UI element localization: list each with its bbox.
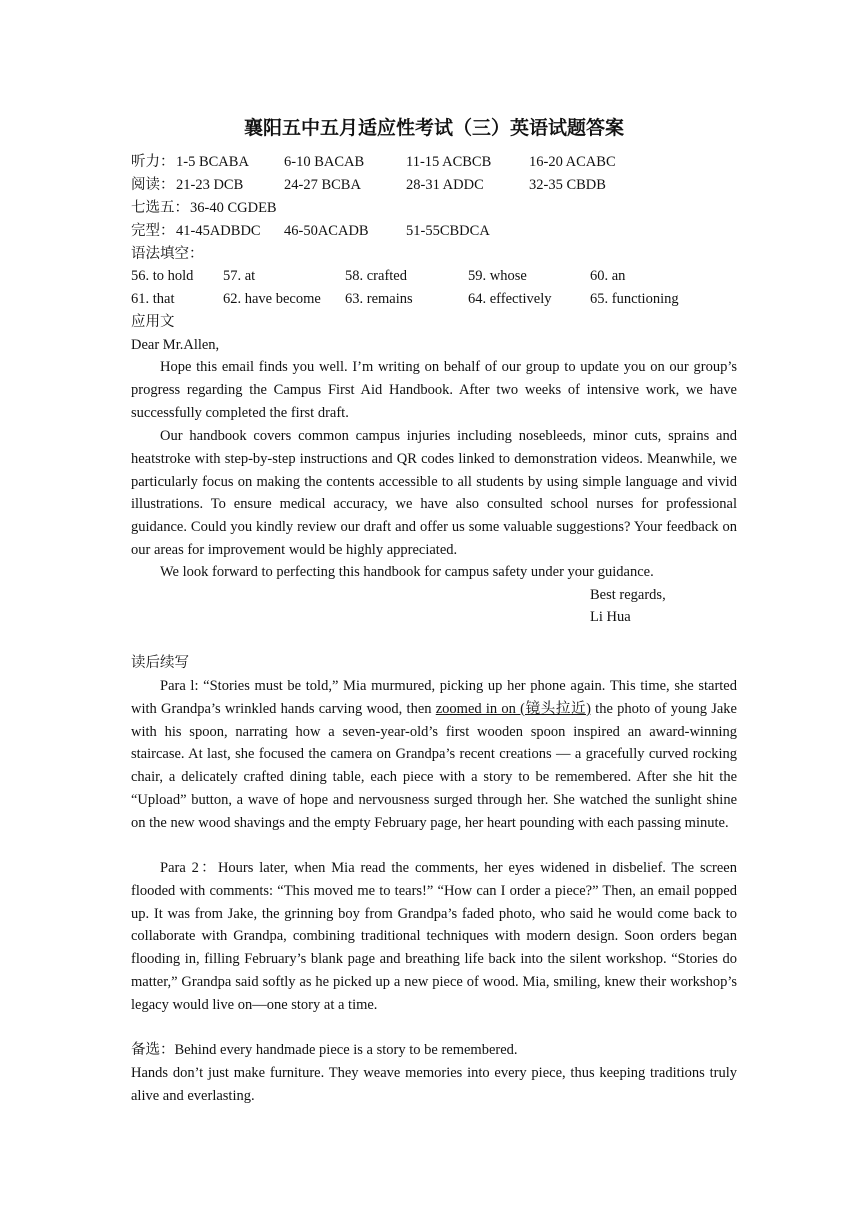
reading-answer: 21-23 DCB (176, 177, 244, 193)
seven-answer: 36-40 CGDEB (190, 200, 277, 216)
letter-paragraph: Our handbook covers common campus injuries including nosebleeds, minor cuts, sprains and heatstroke with step-by-step instructions and QR codes linked to demonstration videos. Meanwhile, we particularly focus on making the contents accessible to all students by using simple language and vivid illustrations. To ensure medical accuracy, we have also consulted school nurses for professional guidance. Could you kindly review our draft and offer us some valuable suggestions? Your feedback on our areas for improvement would be highly appreciated. (131, 428, 737, 558)
cloze-answer: 46-50ACADB (284, 223, 369, 239)
signature: Li Hua (590, 609, 631, 625)
cloze-answer: 41-45ADBDC (176, 223, 261, 239)
grammar-answer: 57. at (223, 268, 256, 284)
cloze-label: 完型： (131, 223, 175, 239)
grammar-answer: 56. to hold (131, 268, 194, 284)
listening-answer: 16-20 ACABC (529, 154, 616, 170)
reading-label: 阅读： (131, 177, 175, 193)
listening-answer: 11-15 ACBCB (406, 154, 492, 170)
grammar-answer: 63. remains (345, 291, 413, 307)
grammar-answer: 62. have become (223, 291, 321, 307)
para1-underlined-phrase: zoomed in on (镜头拉近) (435, 700, 591, 717)
para1-text-a: Para l: “Stories must be told,” Mia murmured, picking up her phone again. This time, she started with Grandpa’s wrinkled hands carving wood, then (131, 678, 737, 717)
alternative-line: 备选：Behind every handmade piece is a story to be remembered. (131, 1042, 518, 1058)
grammar-answer: 58. crafted (345, 268, 407, 284)
grammar-answer: 59. whose (468, 268, 527, 284)
reading-answer: 24-27 BCBA (284, 177, 361, 193)
continuation-paragraph-2: Para 2：Hours later, when Mia read the comments, her eyes widened in disbelief. The screen flooded with comments: “This moved me to tears!” “How can I order a piece?” Then, an email popped up. It was from Jake, the grinning boy from Grandpa’s faded photo, who said he would come back to collaborate with Grandpa, combining traditional techniques with modern design. Soon orders began flooding in, filling February’s blank page and breathing life back into the silent workshop. “Stories do matter,” Grandpa said softly as he picked up a new piece of wood. Mia, smiling, knew their workshop’s legacy would live on—one story at a time. (131, 860, 737, 1013)
reading-answer: 32-35 CBDB (529, 177, 606, 193)
continuation-label: 读后续写 (131, 655, 189, 671)
cloze-answer: 51-55CBDCA (406, 223, 490, 239)
grammar-answer: 64. effectively (468, 291, 552, 307)
listening-answer: 6-10 BACAB (284, 154, 365, 170)
grammar-answer: 60. an (590, 268, 626, 284)
closing: Best regards, (590, 587, 666, 603)
seven-label: 七选五： (131, 200, 189, 216)
continuation-paragraph-1 (131, 675, 737, 835)
listening-label: 听力： (131, 154, 175, 170)
letter-paragraph: We look forward to perfecting this handbook for campus safety under your guidance. (160, 564, 654, 580)
para1-text-b: the photo of young Jake with his spoon, narrating how a seven-year-old’s first wooden spoon inspired an award-winning staircase. At last, she focused the camera on Grandpa’s recent creations — a gracefully curved rocking chair, a delicately crafted dining table, each piece with a story to be remembered. After she hit the “Upload” button, a wave of hope and nervousness surged through her. She watched the sunlight shine on the new wood shavings and the empty February page, her heart pounding with each passing minute. (131, 700, 737, 831)
grammar-label: 语法填空： (131, 246, 204, 262)
page-title: 襄阳五中五月适应性考试（三）英语试题答案 (243, 118, 624, 139)
listening-answer: 1-5 BCABA (176, 154, 249, 170)
writing-label: 应用文 (131, 314, 175, 330)
reading-answer: 28-31 ADDC (406, 177, 484, 193)
grammar-answer: 61. that (131, 291, 175, 307)
alternative-paragraph: Hands don’t just make furniture. They weave memories into every piece, thus keeping traditions truly alive and everlasting. (131, 1065, 737, 1104)
letter-paragraph: Hope this email finds you well. I’m writing on behalf of our group to update you on our group’s progress regarding the Campus First Aid Handbook. After two weeks of intensive work, we have successfully completed the first draft. (131, 359, 737, 421)
salutation: Dear Mr.Allen, (131, 337, 220, 353)
grammar-answer: 65. functioning (590, 291, 679, 307)
